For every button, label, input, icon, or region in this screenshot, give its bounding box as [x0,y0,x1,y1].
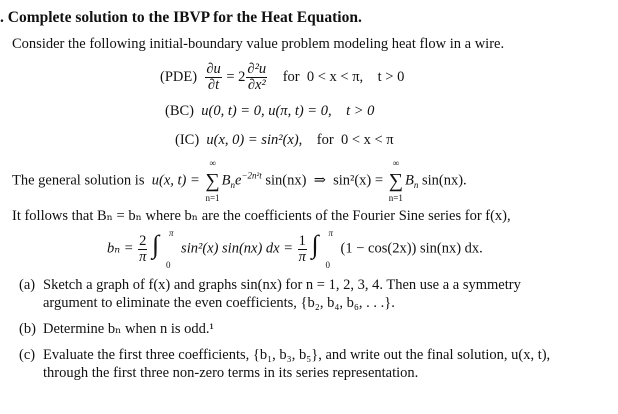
follows-text: It follows that Bₙ = bₙ where bₙ are the coefficients of the Fourier Sine series for f(x), [12,208,511,224]
title-text: Complete solution to the IBVP for the Heat Equation. [7,9,362,26]
part-b [19,321,36,338]
part-b-line-1: Determine bₙ when n is odd.¹ [43,321,214,337]
sum-bot: n=1 [388,193,403,203]
d2u-dx2 [246,62,267,93]
part-label: (a) [19,277,36,293]
sub: n [230,180,236,191]
part-c-line-1: Evaluate the first three coefficients, {b₁, b₃, b₅}, and write out the final solution, u(x, t), [43,347,551,363]
num: 2 [139,232,147,249]
part-label: (c) [19,347,36,363]
part-a [19,277,35,294]
lower: 0 [166,260,171,270]
general-solution [12,158,467,204]
integral-symbol: ∫ π 0 [152,228,174,270]
problem-title: . Complete solution to the IBVP for the Heat Equation. [0,9,362,26]
ic-equation [175,132,394,149]
den: ∂x² [247,77,266,93]
den: ∂t [207,77,220,93]
part-label: (b) [19,321,36,337]
sum-symbol: ∞ ∑ n=1 [205,158,220,203]
bc-equation [165,103,374,120]
num: ∂u [206,61,221,77]
B: B [404,172,414,189]
den: π [298,248,306,265]
ic-condition: for 0 < x < π [316,132,394,148]
intro-text: Consider the following initial-boundary value problem modeling heat flow in a wire. [12,36,505,52]
bn-end: (1 − cos(2x)) sin(nx) dx. [340,240,483,257]
upper: π [328,228,334,238]
bc-label: (BC) [165,103,194,119]
gs-text: The general solution is [12,172,145,189]
num: ∂²u [247,61,267,77]
bn-lhs: bₙ = [107,240,134,257]
part-c [19,347,35,364]
lower: 0 [325,260,331,270]
sum-bot: n=1 [205,193,220,203]
den: π [139,248,147,265]
pde-condition: for 0 < x < π, t > 0 [282,68,405,85]
bn-mid: sin²(x) sin(nx) dx = [181,240,294,257]
sub: n [413,180,419,191]
exp: −2n²t [241,170,262,181]
gs-tail: sin(nx) ⇒ sin²(x) = [261,172,384,189]
two-over-pi [138,234,147,265]
upper: π [169,228,174,238]
part-a-line-1: Sketch a graph of f(x) and graphs sin(nx) for n = 1, 2, 3, 4. Then use a a symmetry [43,277,521,293]
ic-label: (IC) [175,132,200,148]
eq: = 2 [226,68,246,85]
part-c-line-2: through the first three non-zero terms in its series representation. [43,365,419,381]
bn-formula [107,228,483,270]
sum-top: ∞ [209,158,216,168]
integral-symbol-2: ∫ π 0 [311,228,334,270]
num: 1 [298,232,306,249]
ic-expr: u(x, 0) = sin²(x), [206,132,303,148]
pde-equation [160,62,404,93]
part-a-line-2: argument to eliminate the even coefficients, {b₂, b₄, b₆, . . .}. [43,295,395,311]
sum-top: ∞ [392,158,400,168]
bc-expr: u(0, t) = 0, u(π, t) = 0, t > 0 [201,103,375,119]
sum-symbol-2: ∞ ∑ n=1 [388,158,403,203]
du-dt [205,62,221,93]
B: B [221,172,231,189]
pde-label: (PDE) [160,68,198,85]
gs-lhs: u(x, t) = [151,172,200,189]
gs-tail-2: sin(nx). [418,172,467,189]
e: e [235,172,242,189]
one-over-pi [298,234,307,265]
